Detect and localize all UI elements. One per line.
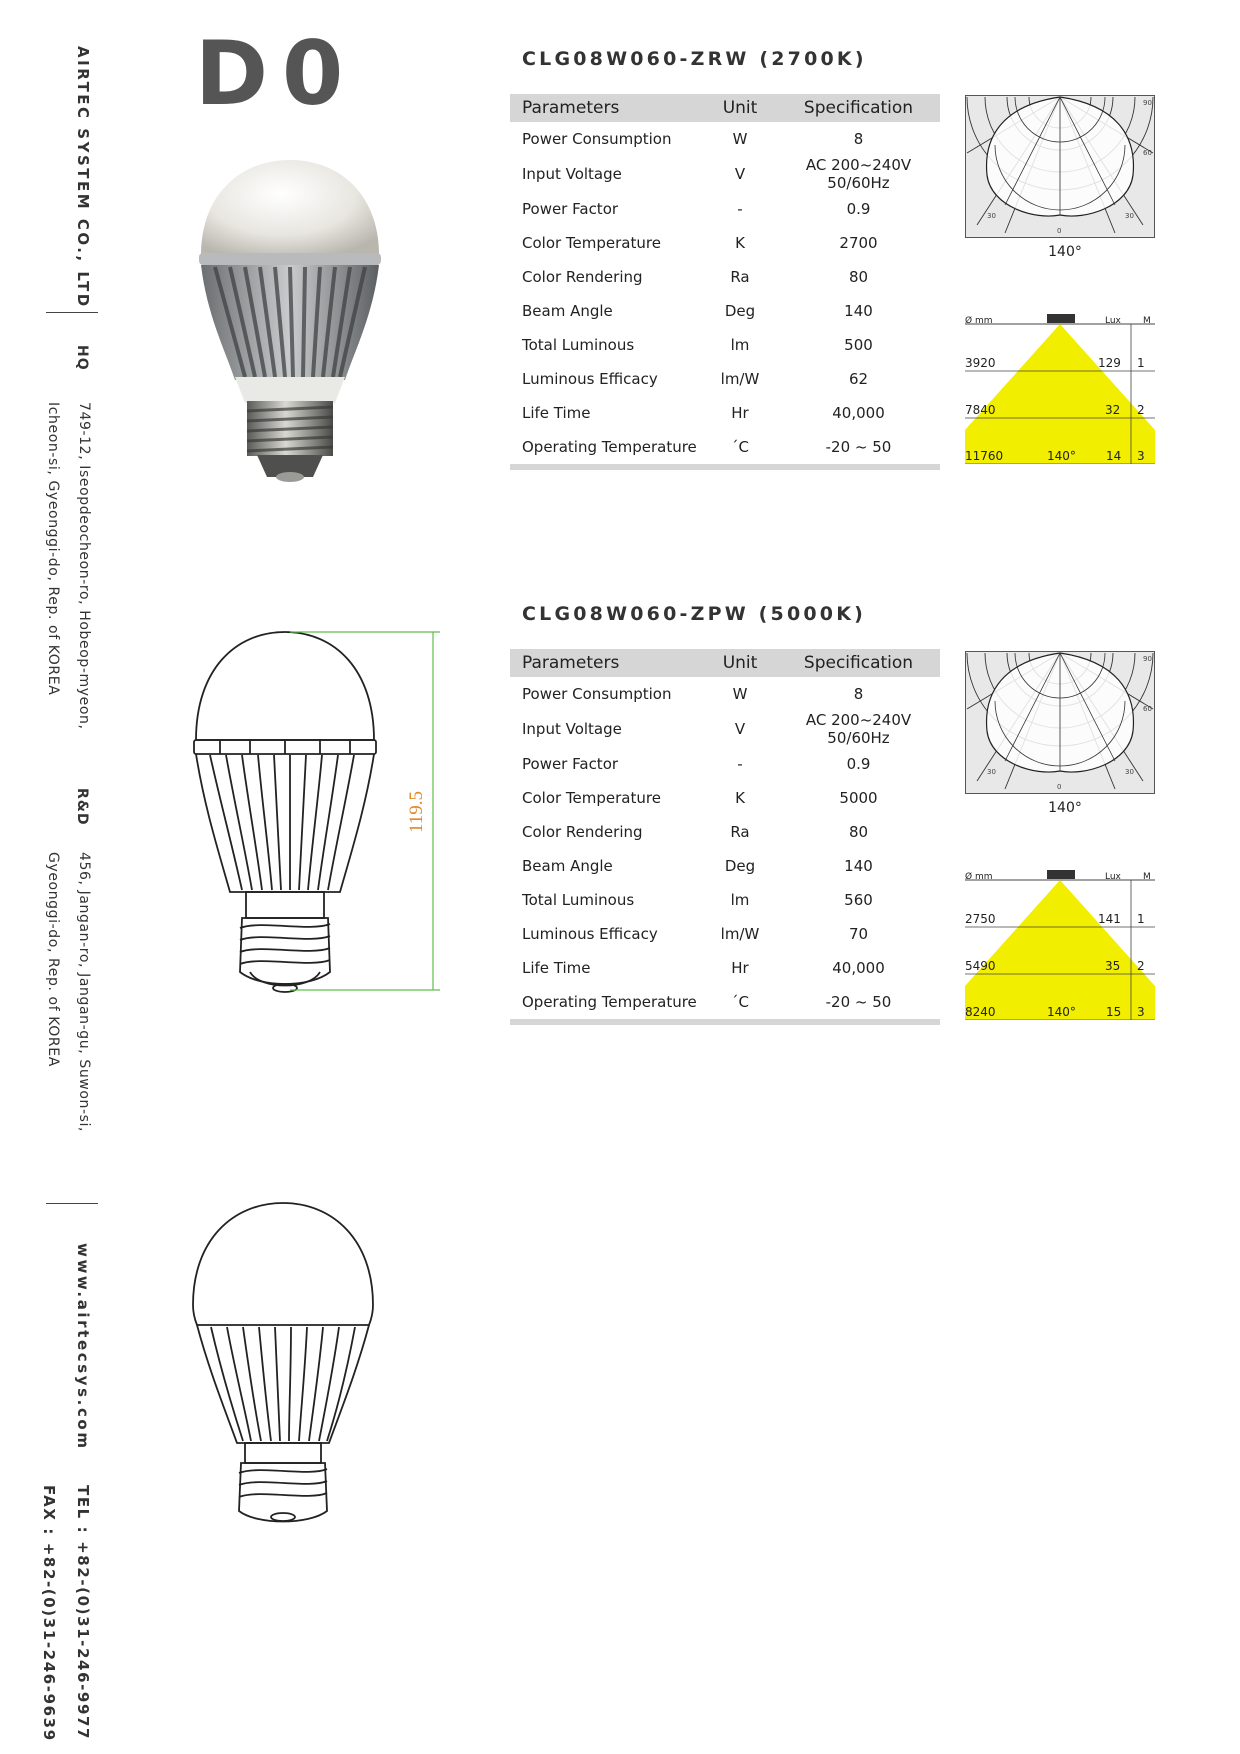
param-cell: Input Voltage bbox=[522, 720, 622, 738]
unit-cell: - bbox=[737, 200, 743, 218]
lux-value: 129 bbox=[1098, 356, 1121, 370]
lux-header-diameter: Ø mm bbox=[965, 316, 993, 326]
lux-diagram bbox=[965, 870, 1155, 1020]
unit-cell: W bbox=[732, 130, 748, 148]
hq-address-line1: 749-12, Iseopdeocheon-ro, Hobeop-myeon, bbox=[76, 402, 92, 730]
param-cell: Power Consumption bbox=[522, 685, 672, 703]
spec-cell: 0.9 bbox=[846, 200, 871, 218]
website-link[interactable]: www.airtecsys.com bbox=[74, 1243, 92, 1451]
polar-tick: 30 bbox=[987, 212, 996, 220]
spec-cell: -20 ~ 50 bbox=[825, 993, 892, 1011]
table-row bbox=[510, 985, 940, 1019]
polar-tick: 0 bbox=[1057, 783, 1062, 791]
table-row bbox=[510, 156, 940, 192]
lux-value: 32 bbox=[1105, 403, 1121, 417]
param-cell: Power Consumption bbox=[522, 130, 672, 148]
unit-cell: lm bbox=[730, 891, 750, 909]
rd-address-line1: 456, Jangan-ro, Jangan-gu, Suwon-si, bbox=[76, 852, 92, 1133]
lux-value: 14 bbox=[1106, 449, 1122, 463]
lux-diameter: 3920 bbox=[965, 356, 996, 370]
table-row bbox=[510, 711, 940, 747]
param-cell: Total Luminous bbox=[522, 336, 635, 354]
spec-cell: 8 bbox=[853, 685, 864, 703]
spec-cell: 140 bbox=[844, 302, 873, 320]
rd-address-line2: Gyeonggi-do, Rep. of KOREA bbox=[45, 852, 61, 1067]
spec-cell: 80 bbox=[848, 268, 869, 286]
polar-diagram bbox=[965, 95, 1155, 238]
bulb-outline-drawing bbox=[185, 1195, 385, 1525]
spec-cell: 5000 bbox=[839, 789, 878, 807]
unit-cell: Deg bbox=[724, 302, 756, 320]
spec-cell: AC 200~240V 50/60Hz bbox=[805, 711, 912, 747]
bulb-photo bbox=[195, 155, 385, 485]
lux-beam-angle: 140° bbox=[1047, 1005, 1076, 1019]
table-row bbox=[510, 815, 940, 849]
column-header-specification: Specification bbox=[777, 649, 940, 677]
polar-tick: 30 bbox=[1125, 768, 1134, 776]
lux-distance: 3 bbox=[1137, 449, 1145, 463]
table-row bbox=[510, 294, 940, 328]
spec-cell: 500 bbox=[844, 336, 873, 354]
table-row bbox=[510, 747, 940, 781]
unit-cell: ´C bbox=[731, 438, 749, 456]
unit-cell: Ra bbox=[730, 823, 750, 841]
unit-cell: lm bbox=[730, 336, 750, 354]
unit-cell: lm/W bbox=[720, 370, 760, 388]
divider bbox=[46, 312, 98, 313]
unit-cell: ´C bbox=[731, 993, 749, 1011]
lux-header-m: M bbox=[1143, 316, 1151, 326]
unit-cell: W bbox=[732, 685, 748, 703]
spec-cell: 40,000 bbox=[832, 959, 885, 977]
divider bbox=[46, 1203, 98, 1204]
spec-cell: 2700 bbox=[839, 234, 878, 252]
param-cell: Life Time bbox=[522, 959, 591, 977]
param-cell: Power Factor bbox=[522, 755, 619, 773]
unit-cell: Hr bbox=[731, 959, 749, 977]
spec-cell: 40,000 bbox=[832, 404, 885, 422]
lux-header-diameter: Ø mm bbox=[965, 872, 993, 882]
lux-value: 35 bbox=[1105, 959, 1121, 973]
lux-diameter: 2750 bbox=[965, 912, 996, 926]
table-row bbox=[510, 122, 940, 156]
lux-beam-angle: 140° bbox=[1047, 449, 1076, 463]
lux-distance: 2 bbox=[1137, 959, 1145, 973]
param-cell: Color Temperature bbox=[522, 789, 661, 807]
fax-number: FAX : +82-(0)31-246-9639 bbox=[40, 1485, 58, 1742]
spec-table bbox=[510, 649, 940, 1019]
unit-cell: - bbox=[737, 755, 743, 773]
column-header-parameters: Parameters bbox=[510, 94, 703, 122]
table-row bbox=[510, 226, 940, 260]
hq-address-line2: Icheon-si, Gyeonggi-do, Rep. of KOREA bbox=[45, 402, 61, 696]
column-header-specification: Specification bbox=[777, 94, 940, 122]
hq-label: HQ bbox=[74, 345, 90, 371]
polar-diagram bbox=[965, 651, 1155, 794]
tel-number: TEL : +82-(0)31-246-9977 bbox=[74, 1485, 92, 1741]
spec-cell: 62 bbox=[848, 370, 869, 388]
lux-diameter: 8240 bbox=[965, 1005, 996, 1019]
table-header-row bbox=[510, 649, 940, 677]
unit-cell: V bbox=[734, 720, 746, 738]
lux-distance: 1 bbox=[1137, 912, 1145, 926]
column-header-unit: Unit bbox=[703, 649, 777, 677]
table-row bbox=[510, 883, 940, 917]
lux-header-lux: Lux bbox=[1105, 872, 1121, 882]
param-cell: Color Rendering bbox=[522, 268, 643, 286]
product-title: CLG08W060-ZPW (5000K) bbox=[522, 603, 867, 625]
polar-tick: 30 bbox=[1125, 212, 1134, 220]
spec-table bbox=[510, 94, 940, 464]
spec-cell: 0.9 bbox=[846, 755, 871, 773]
table-row bbox=[510, 677, 940, 711]
spec-cell: 70 bbox=[848, 925, 869, 943]
param-cell: Power Factor bbox=[522, 200, 619, 218]
lux-header-lux: Lux bbox=[1105, 316, 1121, 326]
table-footer-bar bbox=[510, 1019, 940, 1025]
unit-cell: V bbox=[734, 165, 746, 183]
beam-angle-label: 140° bbox=[1048, 800, 1082, 816]
lux-diameter: 5490 bbox=[965, 959, 996, 973]
rd-label: R&D bbox=[74, 788, 90, 826]
param-cell: Total Luminous bbox=[522, 891, 635, 909]
lux-value: 141 bbox=[1098, 912, 1121, 926]
param-cell: Life Time bbox=[522, 404, 591, 422]
table-row bbox=[510, 192, 940, 226]
lux-value: 15 bbox=[1106, 1005, 1122, 1019]
model-code: D0 bbox=[195, 22, 358, 125]
spec-cell: 8 bbox=[853, 130, 864, 148]
param-cell: Operating Temperature bbox=[522, 993, 697, 1011]
table-row bbox=[510, 951, 940, 985]
table-header-row bbox=[510, 94, 940, 122]
polar-tick: 30 bbox=[987, 768, 996, 776]
table-row bbox=[510, 917, 940, 951]
param-cell: Color Rendering bbox=[522, 823, 643, 841]
unit-cell: Deg bbox=[724, 857, 756, 875]
lux-distance: 2 bbox=[1137, 403, 1145, 417]
lux-diagram bbox=[965, 314, 1155, 464]
param-cell: Color Temperature bbox=[522, 234, 661, 252]
param-cell: Beam Angle bbox=[522, 857, 613, 875]
spec-cell: 140 bbox=[844, 857, 873, 875]
lux-diameter: 11760 bbox=[965, 449, 1004, 463]
polar-tick: 60 bbox=[1143, 149, 1152, 157]
spec-cell: 80 bbox=[848, 823, 869, 841]
lux-distance: 1 bbox=[1137, 356, 1145, 370]
company-name: AIRTEC SYSTEM CO., LTD bbox=[74, 46, 92, 309]
unit-cell: Hr bbox=[731, 404, 749, 422]
param-cell: Operating Temperature bbox=[522, 438, 697, 456]
polar-tick: 90 bbox=[1143, 99, 1152, 107]
param-cell: Beam Angle bbox=[522, 302, 613, 320]
param-cell: Input Voltage bbox=[522, 165, 622, 183]
column-header-parameters: Parameters bbox=[510, 649, 703, 677]
polar-tick: 90 bbox=[1143, 655, 1152, 663]
bulb-dimension-drawing bbox=[190, 620, 450, 1010]
table-row bbox=[510, 362, 940, 396]
table-row bbox=[510, 781, 940, 815]
spec-cell: 560 bbox=[844, 891, 873, 909]
unit-cell: K bbox=[735, 234, 745, 252]
unit-cell: Ra bbox=[730, 268, 750, 286]
dimension-label: 119.5 bbox=[406, 790, 427, 834]
param-cell: Luminous Efficacy bbox=[522, 370, 658, 388]
spec-cell: AC 200~240V 50/60Hz bbox=[805, 156, 912, 192]
table-row bbox=[510, 260, 940, 294]
polar-tick: 0 bbox=[1057, 227, 1062, 235]
unit-cell: lm/W bbox=[720, 925, 760, 943]
param-cell: Luminous Efficacy bbox=[522, 925, 658, 943]
table-row bbox=[510, 430, 940, 464]
table-row bbox=[510, 849, 940, 883]
table-footer-bar bbox=[510, 464, 940, 470]
table-row bbox=[510, 328, 940, 362]
spec-cell: -20 ~ 50 bbox=[825, 438, 892, 456]
column-header-unit: Unit bbox=[703, 94, 777, 122]
lux-header-m: M bbox=[1143, 872, 1151, 882]
unit-cell: K bbox=[735, 789, 745, 807]
product-title: CLG08W060-ZRW (2700K) bbox=[522, 48, 867, 70]
polar-tick: 60 bbox=[1143, 705, 1152, 713]
table-row bbox=[510, 396, 940, 430]
lux-diameter: 7840 bbox=[965, 403, 996, 417]
lux-distance: 3 bbox=[1137, 1005, 1145, 1019]
beam-angle-label: 140° bbox=[1048, 244, 1082, 260]
